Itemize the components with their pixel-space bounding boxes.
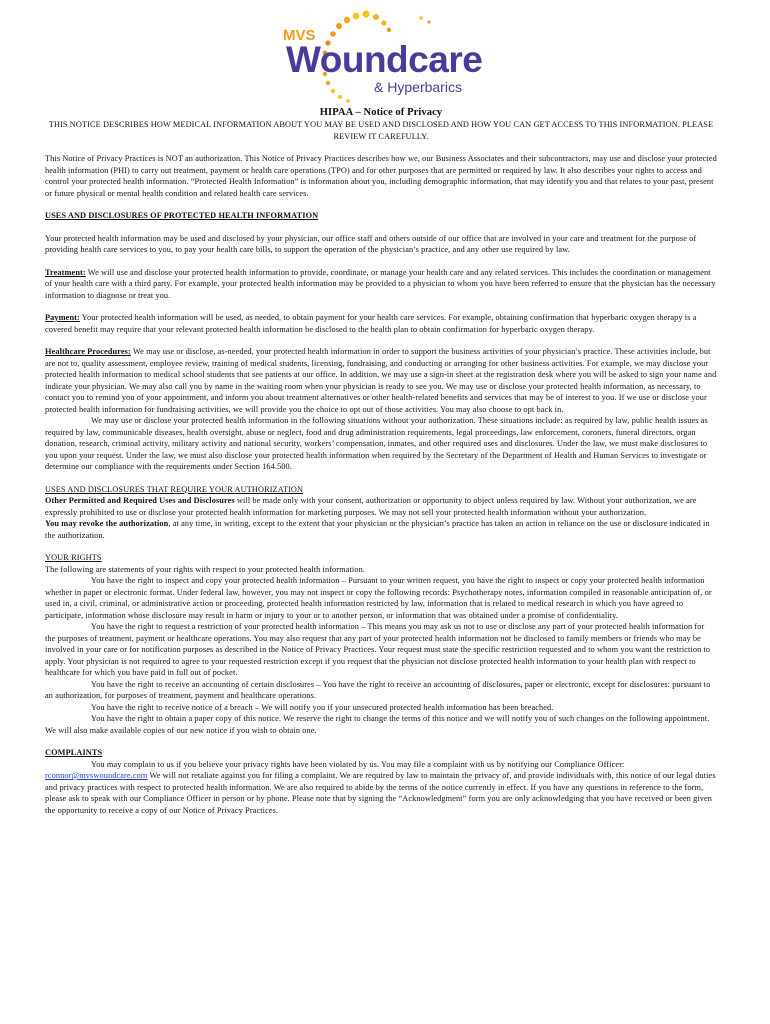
compliance-email-link[interactable]: rconnor@mvswoundcare.com xyxy=(45,771,148,780)
rights-item-restriction: You have the right to request a restriction of your protected health information – This means you may ask us not to use or disclose any part of your protected health information for the purposes of treatment, payment or healthcare operations. You may also request that any part of your protected health information not be disclosed to family members or friends who may be involved in your care or for notification purposes as described in the Notice of Privacy Practices. Your request must state the specific restriction requested and to whom you want the restriction to apply. Your physician is not required to agree to your requested restriction except if you request that the physician not disclose protected health information to your health plan with respect to healthcare for which you have paid in full out of pocket. xyxy=(45,622,711,677)
rights-item-paper-copy: You have the right to obtain a paper copy of this notice. We reserve the right to change the terms of this notice and we will notify you of such changes on the following appointment. We will also make available copies of our new notice if you wish to obtain one. xyxy=(45,714,710,735)
page-title: HIPAA – Notice of Privacy xyxy=(319,107,443,118)
complaints-paragraph xyxy=(45,759,717,817)
intro-paragraph: This Notice of Privacy Practices is NOT an authorization. This Notice of Privacy Practices describes how we, our Business Associates and their subcontractors, may use and disclose your protected health information (PHI) to carry out treatment, payment or health care operations (TPO) and for other purposes that are permitted or required by law. It also describes your rights to access and control your protected health information. “Protected Health Information” is information about you, including demographic information, that may identify you and that relates to your past, present or future physical or mental health condition and related health care services. xyxy=(45,154,717,198)
auth-heading xyxy=(45,484,717,496)
notice-document xyxy=(45,106,717,816)
procedures-paragraph-2: We may use or disclose your protected health information in the following situations without your authorization. These situations include: as required by law, public health issues as required by law, communicable diseases, health oversight, abuse or neglect, food and drug administration requirements, legal proceedings, law enforcement, coroners, funeral directors, organ donation, research, criminal activity, military activity and national security, workers’ compensation, inmates, and other required uses and disclosures. Under the law, we must make disclosures to you upon your request. Under the law, we must also disclose your protected health information when required by the Secretary of the Department of Health and Human Services to investigate or determine our compliance with the requirements under Section 164.500. xyxy=(45,416,708,471)
logo-hyperbarics: & Hyperbarics xyxy=(374,79,462,95)
treatment-text: We will use and disclose your protected health information to provide, coordinate, or manage your health care and any related services. This includes the coordination or management of your health care with a third party. For example, your protected health information may be provided to a physician to whom you have been referred to ensure that the physician has the necessary information to diagnose or treat you. xyxy=(45,267,716,300)
complaints-heading-text: COMPLAINTS xyxy=(45,748,103,757)
uses-heading xyxy=(45,210,717,222)
rights-item-inspect: You have the right to inspect and copy your protected health information – Pursuant to your written request, you have the right to inspect or copy your protected health information whether in paper or electronic format. Under federal law, however, you may not inspect or copy the following records: Psychotherapy notes, information compiled in reasonable anticipation of, or used in, a civil, criminal, or administrative action or proceeding, protected health information restricted by law, information that is related to medical research in which you have agreed to participate, information whose disclosure may result in harm or injury to your or to another person, or information that was obtained under a promise of confidentiality. xyxy=(45,576,712,620)
rights-item-breach: You have the right to receive notice of a breach – We will notify you if your unsecured protected health information has been breached. xyxy=(91,702,554,712)
uses-paragraph: Your protected health information may be used and disclosed by your physician, our office staff and others outside of our office that are involved in your care and treatment for the purpose of providing health care services to you, to pay your health care bills, to support the operation of the physician’s practice, and any other use required by law. xyxy=(45,233,697,254)
treatment-paragraph xyxy=(45,267,717,302)
complaints-text-2: We will not retaliate against you for filing a complaint. We are required by law to maintain the privacy of, and provide individuals with, this notice of our legal duties and privacy practices with respect to protected health information. We are also required to abide by the terms of the notice currently in effect. If you have any questions in reference to the form, please ask to speak with our Compliance Officer in person or by phone. Please note that by signing the “Acknowledgment” form you are only acknowledging that you have received or been given the opportunity to receive a copy of our Notice of Privacy Practices. xyxy=(45,771,716,815)
notice-banner: THIS NOTICE DESCRIBES HOW MEDICAL INFORMATION ABOUT YOU MAY BE USED AND DISCLOSED AND HOW YOU CAN GET ACCESS TO THIS INFORMATION. PLEASE REVIEW IT CAREFULLY. xyxy=(48,120,714,141)
logo-woundcare: Woundcare xyxy=(286,39,483,80)
auth-other-label: Other Permitted and Required Uses and Disclosures xyxy=(45,496,235,505)
auth-revoke-label: You may revoke the authorization xyxy=(45,519,169,528)
logo-mvs: MVS xyxy=(283,27,316,44)
auth-other-text: will be made only with your consent, authorization or opportunity to object unless required by law. Without your authorization, we are expressly prohibited to use or disclose your protected health information for marketing purposes. We may not sell your protected health information without your authorization. xyxy=(45,496,697,517)
auth-heading-text: USES AND DISCLOSURES THAT REQUIRE YOUR AUTHORIZATION xyxy=(45,484,304,494)
auth-revoke-paragraph xyxy=(45,518,717,541)
payment-label: Payment: xyxy=(45,313,80,322)
rights-heading xyxy=(45,552,717,564)
procedures-label: Healthcare Procedures: xyxy=(45,347,131,356)
rights-item-accounting: You have the right to receive an accounting of certain disclosures – You have the right to receive an accounting of disclosures, paper or electronic, except for disclosures: pursuant to an authorization, for purposes of treatment, payment and healthcare operations. xyxy=(45,679,711,700)
procedures-text: We may use or disclose, as-needed, your protected health information in order to support the business activities of your physician’s practice. These activities include, but are not to, quality assessment, employee review, training of medical students, licensing, fundraising, and conducting or arranging for other business activities. For example, we may disclose your protected health information to medical school students that see patients at our office. In addition, we may use a sign-in sheet at the registration desk where you will be asked to sign your name and indicate your physician. We may also call you by name in the waiting room when your physician is ready to see you. We may use or disclose your protected health information, as necessary, to contact you to remind you of your appointment, and inform you about treatment alternatives or other health-related benefits and services that may be of interest to you. If we use or disclose your protected health information for fundraising activities, we will provide you the choice to opt out of those activities. You may also choose to opt back in. xyxy=(45,347,717,414)
uses-heading-text: USES AND DISCLOSURES OF PROTECTED HEALTH INFORMATION xyxy=(45,211,319,220)
complaints-text-1: You may complain to us if you believe your privacy rights have been violated by us. You may file a complaint with us by notifying our Compliance Officer: xyxy=(91,759,625,769)
auth-revoke-text: , at any time, in writing, except to the extent that your physician or the physician’s practice has taken an action in reliance on the use or disclosure indicated in the authorization. xyxy=(45,519,710,540)
rights-intro: The following are statements of your rights with respect to your protected health information. xyxy=(45,564,365,574)
rights-heading-text: YOUR RIGHTS xyxy=(45,553,102,562)
payment-text: Your protected health information will be used, as needed, to obtain payment for your health care services. For example, obtaining confirmation that hyperbaric oxygen therapy is a covered benefit may require that your relevant protected health information be disclosed to the health plan to obtain confirmation for hyperbaric oxygen therapy. xyxy=(45,313,697,334)
procedures-paragraph xyxy=(45,346,717,415)
treatment-label: Treatment: xyxy=(45,267,86,277)
complaints-heading xyxy=(45,747,717,759)
auth-other-paragraph xyxy=(45,495,717,518)
mvs-woundcare-logo xyxy=(258,8,516,104)
payment-paragraph xyxy=(45,312,717,335)
